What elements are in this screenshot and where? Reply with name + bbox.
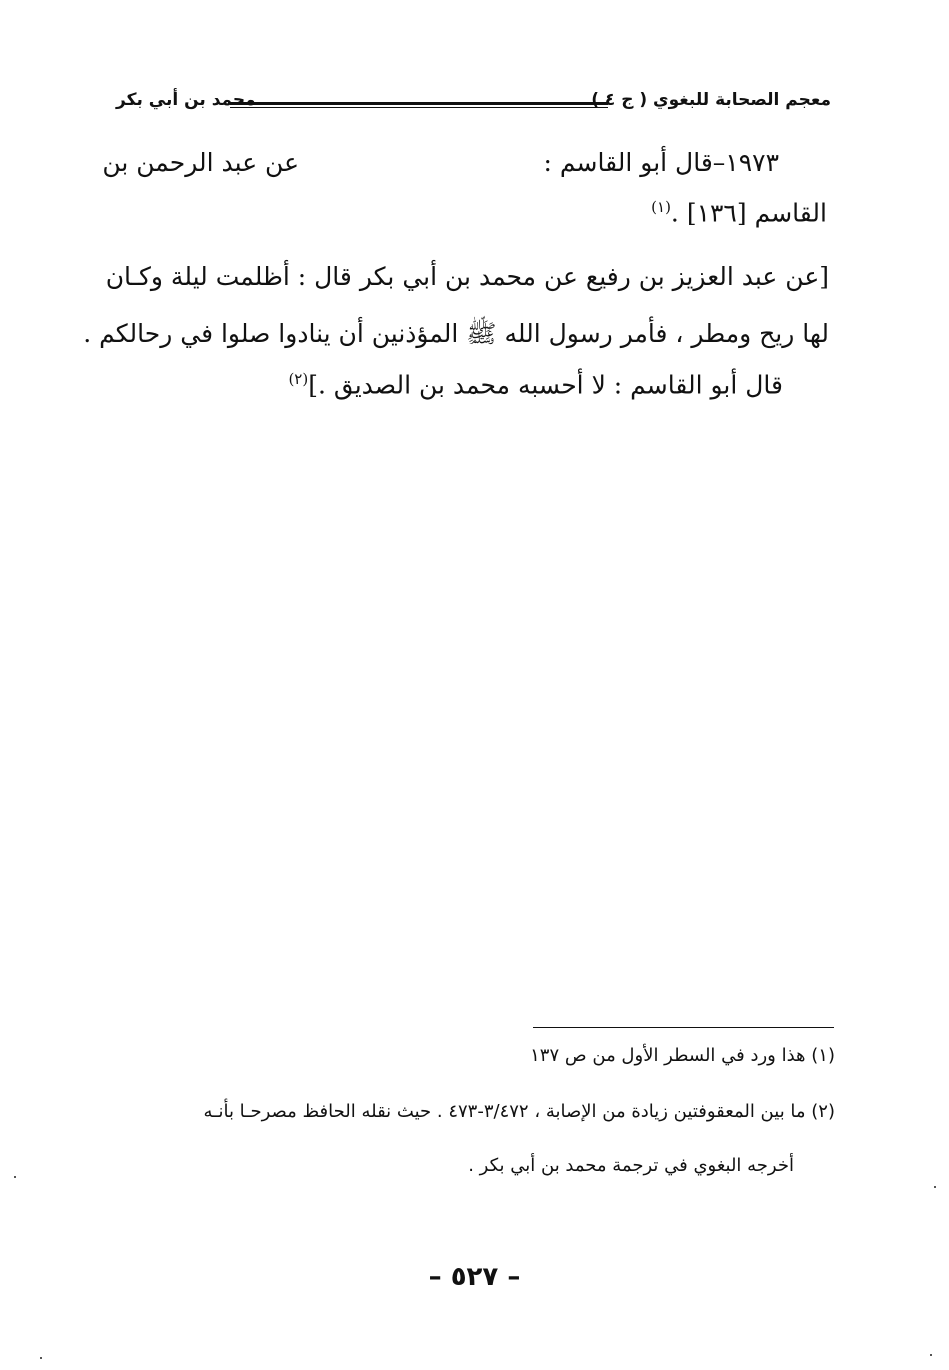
footnote-1: (١) هذا ورد في السطر الأول من ص ١٣٧ (530, 1045, 835, 1066)
matn-line-1: [عن عبد العزيز بن رفيع عن محمد بن أبي بكر قال : أظلمت ليلة وكـان (105, 262, 829, 291)
running-header-title: معجم الصحابة للبغوي ( ج ٤ ) (591, 90, 831, 110)
matn-line-2: لها ريح ومطر ، فأمر رسول الله ﷺ المؤذنين أن ينادوا صلوا في رحالكم . (83, 319, 829, 348)
scan-speck (934, 1186, 936, 1188)
footnote-ref-2: (٢) (288, 370, 309, 388)
scan-speck (930, 1354, 932, 1356)
scan-speck (14, 1176, 16, 1178)
isnad-continuation (651, 198, 827, 227)
page-number: – ٥٢٧ – (428, 1262, 521, 1292)
footnote-separator (533, 1027, 834, 1028)
footnote-2-continuation: أخرجه البغوي في ترجمة محمد بن أبي بكر . (468, 1155, 794, 1176)
matn-text: قال أبو القاسم : لا أحسبه محمد بن الصديق .] (308, 370, 783, 400)
header-rule (230, 102, 608, 105)
running-header-chapter: محمد بن أبي بكر (116, 90, 256, 110)
scan-speck (40, 1357, 42, 1359)
hadith-number-line: ١٩٧٣–قال أبو القاسم : (543, 148, 779, 177)
matn-line-3 (288, 370, 783, 399)
isnad-text: القاسم [١٣٦] . (670, 198, 827, 228)
isnad-fragment: عن عبد الرحمن بن (102, 148, 299, 177)
header-rule-thin (230, 107, 608, 108)
footnote-ref-1: (١) (651, 198, 671, 216)
footnote-2: (٢) ما بين المعقوفتين زيادة من الإصابة ، ٣/٤٧٢-٤٧٣ . حيث نقله الحافظ مصرحـا بأنـه (203, 1101, 835, 1122)
